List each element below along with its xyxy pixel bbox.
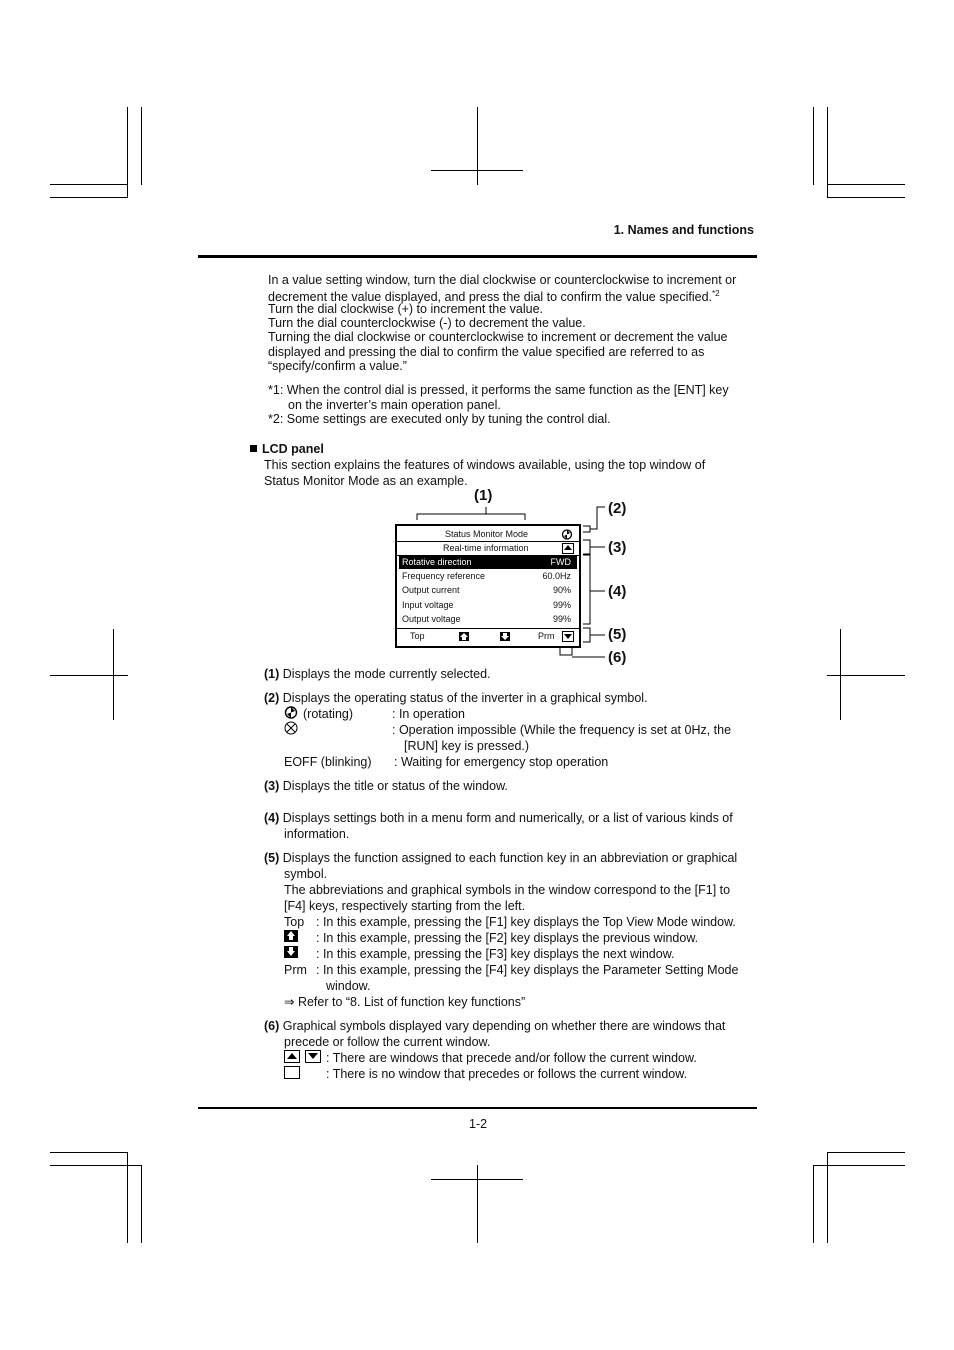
item-3 [264,779,508,794]
item-number: (5) [264,851,280,865]
item-2 [264,691,648,706]
lcd-row [399,613,577,626]
lcd-row [399,599,577,612]
lcd-row-label: Rotative direction [402,557,472,567]
lcd-title: Status Monitor Mode [445,529,529,539]
item-text: Displays the mode currently selected. [282,667,491,681]
lcd-separator [397,628,579,629]
lcd-row-value: 60.0Hz [542,571,571,581]
item-number: (1) [264,667,280,681]
item-text: Displays settings both in a menu form and numerically, or a list of various kinds of [282,811,733,825]
item-text: Displays the operating status of the inverter in a graphical symbol. [282,691,648,705]
item-text: Displays the function assigned to each function key in an abbreviation or graphical [282,851,738,865]
lcd-row-label: Output voltage [402,614,461,624]
callout-3: (3) [608,539,627,556]
item-text-cont: precede or follow the current window. [284,1035,491,1049]
footer-rule [198,1107,757,1109]
item-text-cont: The abbreviations and graphical symbols in the window correspond to the [F1] to [284,883,731,897]
crop-mark [813,1165,905,1166]
item-text: Graphical symbols displayed vary depending on whether there are windows that [282,1019,726,1033]
lcd-row-label: Output current [402,585,460,595]
status-row-desc: : Waiting for emergency stop operation [394,755,609,769]
intro-line: In a value setting window, turn the dial clockwise or counterclockwise to increment or [268,273,737,287]
rotating-status-icon [561,529,573,540]
footnote: on the inverter’s main operation panel. [288,398,501,412]
intro-line-text: decrement the value displayed, and press the dial to confirm the value specified. [268,290,713,305]
item-number: (4) [264,811,280,825]
item-4 [264,811,733,826]
page-down-indicator-icon [305,1050,321,1063]
item-number: (2) [264,691,280,705]
f1-key-label: Top [410,631,425,641]
status-row-label: (rotating) [303,707,354,721]
down-arrow-key-icon [284,946,298,958]
crop-mark [827,1152,905,1153]
status-row-desc: [RUN] key is pressed.) [404,739,530,753]
lcd-heading: LCD panel [262,442,324,456]
lcd-row-selected [399,556,577,569]
up-arrow-key-icon [284,930,298,942]
f4-key-label: Prm [538,631,555,641]
item-number: (6) [264,1019,280,1033]
page-up-indicator-icon [562,543,574,554]
status-row-desc: : Operation impossible (While the frequency is set at 0Hz, the [392,723,732,737]
crop-mark [477,1165,478,1243]
lcd-row-value: 90% [552,585,571,595]
item-5 [264,851,737,866]
intro-line: Turning the dial clockwise or counterclockwise to increment or decrement the value [268,330,728,344]
empty-indicator-icon [284,1066,300,1079]
key-label: Top [284,915,305,929]
footnote: *1: When the control dial is pressed, it performs the same function as the [ENT] key [268,383,729,397]
operation-impossible-icon [284,721,298,735]
key-desc: : In this example, pressing the [F1] key displays the Top View Mode window. [316,915,736,929]
rotating-status-icon [284,706,298,719]
key-desc: : In this example, pressing the [F4] key displays the Parameter Setting Mode [316,963,739,977]
symbol-desc: : There is no window that precedes or follows the current window. [326,1067,688,1081]
lcd-desc: This section explains the features of windows available, using the top window of [264,458,706,472]
page-number: 1-2 [469,1117,488,1131]
crop-mark [50,1165,142,1166]
callout-2: (2) [608,500,627,517]
f3-down-arrow-icon [500,632,510,641]
item-text: Displays the title or status of the window. [282,779,508,793]
key-desc-cont: window. [326,979,371,993]
intro-line: Turn the dial clockwise (+) to increment the value. [268,302,544,316]
lcd-subtitle-row [399,542,577,555]
footnote: *2: Some settings are executed only by tuning the control dial. [268,412,611,426]
lcd-row-label: Input voltage [402,600,454,610]
callout-1: (1) [474,487,493,504]
page-up-indicator-icon [284,1050,300,1063]
footnote-mark: *2 [712,289,720,298]
item-1 [264,667,491,682]
lcd-desc: Status Monitor Mode as an example. [264,474,468,488]
reference-link: ⇒ Refer to “8. List of function key functions” [284,995,526,1009]
item-text-cont: [F4] keys, respectively starting from the left. [284,899,526,913]
f2-up-arrow-icon [459,632,469,641]
callout-5: (5) [608,626,627,643]
key-desc: : In this example, pressing the [F2] key displays the previous window. [316,931,699,945]
key-desc: : In this example, pressing the [F3] key displays the next window. [316,947,675,961]
intro-line: “specify/confirm a value.” [268,359,407,373]
crop-mark [431,1179,523,1180]
crop-mark [141,1165,142,1243]
lcd-row [399,584,577,597]
crop-mark [813,1165,814,1243]
item-number: (3) [264,779,280,793]
item-text-cont: information. [284,827,350,841]
page-down-indicator-icon [562,631,574,642]
callout-4: (4) [608,583,627,600]
intro-line: displayed and pressing the dial to confirm the value specified are referred to as [268,345,705,359]
lcd-row-value: FWD [550,557,571,567]
status-row-label: EOFF (blinking) [284,755,372,769]
lcd-subtitle: Real-time information [443,543,529,553]
item-text-cont: symbol. [284,867,328,881]
lcd-function-key-bar [399,630,577,643]
crop-mark [50,1152,128,1153]
item-6 [264,1019,725,1034]
key-label: Prm [284,963,307,977]
lcd-panel [395,524,581,648]
lcd-row [399,570,577,583]
section-title: 1. Names and functions [613,223,754,237]
lcd-row-value: 99% [552,600,571,610]
lcd-row-value: 99% [552,614,571,624]
symbol-desc: : There are windows that precede and/or follow the current window. [326,1051,697,1065]
lcd-row-label: Frequency reference [402,571,486,581]
status-row-desc: : In operation [392,707,465,721]
intro-line: Turn the dial counterclockwise (-) to decrement the value. [268,316,586,330]
lcd-title-row [399,528,577,541]
callout-6: (6) [608,649,627,666]
